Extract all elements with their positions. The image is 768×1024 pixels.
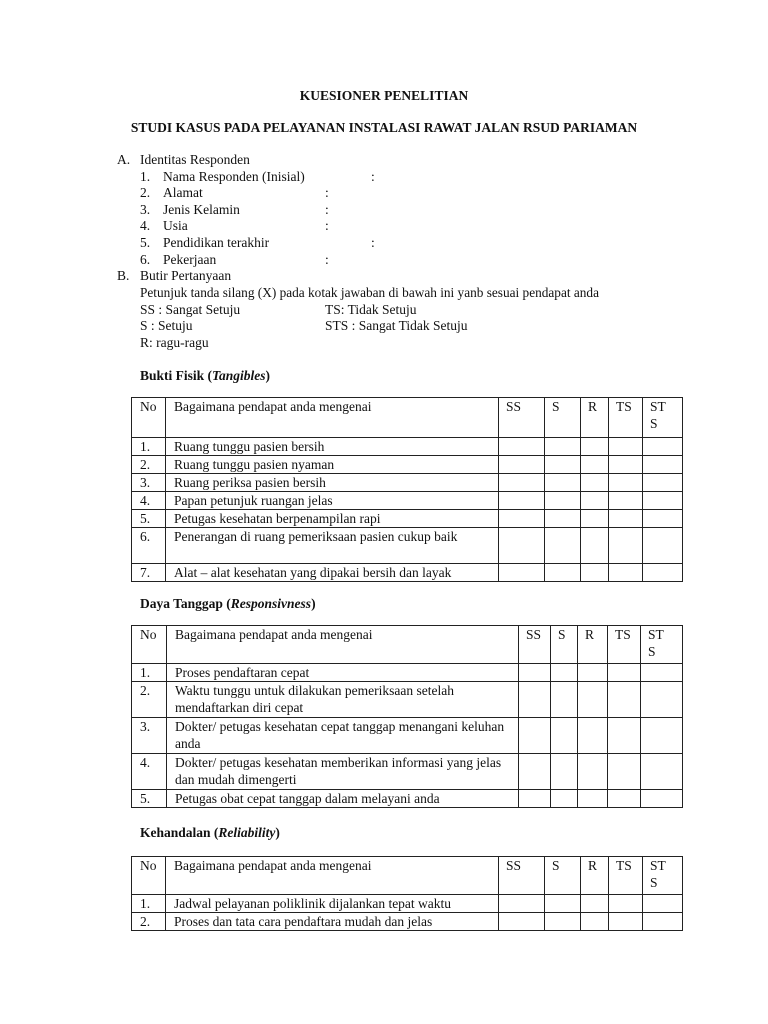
header-question: Bagaimana pendapat anda mengenai — [166, 857, 499, 895]
identity-item-number: 6. — [140, 252, 151, 267]
row-number: 1. — [132, 664, 167, 682]
answer-s-cell[interactable] — [551, 790, 578, 808]
answer-sts-cell[interactable] — [641, 682, 683, 718]
section-title-close: ) — [265, 368, 271, 383]
section-b-marker: B. — [117, 268, 130, 283]
section-title — [140, 825, 280, 842]
identity-item-colon: : — [325, 185, 329, 200]
answer-ss-cell[interactable] — [519, 754, 551, 790]
answer-ss-cell[interactable] — [499, 510, 545, 528]
table-row — [132, 528, 683, 564]
answer-sts-cell[interactable] — [643, 510, 683, 528]
answer-s-cell[interactable] — [545, 456, 581, 474]
row-number: 3. — [132, 718, 167, 754]
row-question: Waktu tunggu untuk dilakukan pemeriksaan setelah mendaftarkan diri cepat — [167, 682, 519, 718]
row-number: 6. — [132, 528, 166, 564]
section-title — [140, 596, 316, 613]
section-title-close: ) — [311, 596, 316, 611]
answer-ts-cell[interactable] — [609, 438, 643, 456]
answer-ts-cell[interactable] — [609, 895, 643, 913]
identity-item-colon: : — [371, 235, 375, 250]
header-s: S — [551, 626, 578, 664]
questionnaire-table — [131, 856, 683, 931]
row-number: 5. — [132, 790, 167, 808]
answer-r-cell[interactable] — [581, 492, 609, 510]
answer-sts-cell[interactable] — [643, 913, 683, 931]
header-sts-line1: ST — [648, 627, 664, 642]
header-question: Bagaimana pendapat anda mengenai — [166, 398, 499, 438]
answer-sts-cell[interactable] — [643, 474, 683, 492]
header-sts-line2: S — [650, 416, 658, 431]
header-r: R — [581, 857, 609, 895]
answer-ts-cell[interactable] — [609, 564, 643, 582]
row-number: 2. — [132, 913, 166, 931]
table-row — [132, 474, 683, 492]
answer-r-cell[interactable] — [581, 913, 609, 931]
table-row — [132, 895, 683, 913]
answer-sts-cell[interactable] — [643, 456, 683, 474]
answer-r-cell[interactable] — [581, 510, 609, 528]
header-r: R — [581, 398, 609, 438]
table-row — [132, 682, 683, 718]
answer-ts-cell[interactable] — [609, 492, 643, 510]
table-header-row — [132, 398, 683, 438]
answer-ss-cell[interactable] — [499, 913, 545, 931]
header-s: S — [545, 398, 581, 438]
identity-item-colon: : — [325, 218, 329, 233]
identity-item-label: Jenis Kelamin — [163, 202, 240, 217]
row-question: Jadwal pelayanan poliklinik dijalankan tepat waktu — [166, 895, 499, 913]
answer-s-cell[interactable] — [545, 528, 581, 564]
answer-ss-cell[interactable] — [519, 682, 551, 718]
answer-ts-cell[interactable] — [609, 528, 643, 564]
questionnaire-table — [131, 625, 683, 808]
answer-sts-cell[interactable] — [643, 564, 683, 582]
identity-item-number: 2. — [140, 185, 151, 200]
row-question: Alat – alat kesehatan yang dipakai bersih dan layak — [166, 564, 499, 582]
answer-ts-cell[interactable] — [608, 790, 641, 808]
table-row — [132, 664, 683, 682]
answer-sts-cell[interactable] — [643, 528, 683, 564]
identity-item-number: 5. — [140, 235, 151, 250]
section-title-text: Daya Tanggap ( — [140, 596, 231, 611]
answer-r-cell[interactable] — [581, 528, 609, 564]
row-question: Papan petunjuk ruangan jelas — [166, 492, 499, 510]
header-ss: SS — [499, 857, 545, 895]
row-question: Petugas obat cepat tanggap dalam melayani anda — [167, 790, 519, 808]
identity-item-label: Usia — [163, 218, 188, 233]
answer-r-cell[interactable] — [578, 682, 608, 718]
section-title-text: Bukti Fisik ( — [140, 368, 213, 383]
table-row — [132, 913, 683, 931]
table-header-row — [132, 626, 683, 664]
answer-s-cell[interactable] — [545, 438, 581, 456]
answer-r-cell[interactable] — [581, 474, 609, 492]
answer-s-cell[interactable] — [545, 895, 581, 913]
header-question: Bagaimana pendapat anda mengenai — [167, 626, 519, 664]
section-title-italic: Tangibles — [212, 368, 266, 383]
answer-s-cell[interactable] — [545, 913, 581, 931]
header-sts-line2: S — [650, 875, 658, 890]
answer-r-cell[interactable] — [581, 438, 609, 456]
row-question: Ruang periksa pasien bersih — [166, 474, 499, 492]
identity-item-colon: : — [325, 202, 329, 217]
answer-r-cell[interactable] — [578, 718, 608, 754]
answer-s-cell[interactable] — [545, 492, 581, 510]
answer-sts-cell[interactable] — [641, 718, 683, 754]
answer-s-cell[interactable] — [551, 682, 578, 718]
identity-item-number: 4. — [140, 218, 151, 233]
page-title: KUESIONER PENELITIAN — [299, 88, 469, 103]
section-b-heading: Butir Pertanyaan — [140, 268, 232, 283]
row-question: Penerangan di ruang pemeriksaan pasien cukup baik — [166, 528, 499, 564]
row-question: Dokter/ petugas kesehatan memberikan informasi yang jelas dan mudah dimengerti — [167, 754, 519, 790]
section-title — [140, 368, 270, 385]
answer-sts-cell[interactable] — [643, 438, 683, 456]
legend-r: R: ragu-ragu — [140, 335, 209, 350]
answer-ss-cell[interactable] — [499, 492, 545, 510]
header-sts — [643, 857, 683, 895]
header-ts: TS — [608, 626, 641, 664]
answer-ts-cell[interactable] — [608, 754, 641, 790]
section-title-italic: Reliability — [218, 825, 276, 840]
answer-ts-cell[interactable] — [609, 456, 643, 474]
table-header-row — [132, 857, 683, 895]
answer-r-cell[interactable] — [581, 564, 609, 582]
row-number: 1. — [132, 438, 166, 456]
row-question: Proses pendaftaran cepat — [167, 664, 519, 682]
section-title-italic: Responsivness — [230, 596, 312, 611]
row-question: Dokter/ petugas kesehatan cepat tanggap menangani keluhan anda — [167, 718, 519, 754]
row-number: 3. — [132, 474, 166, 492]
legend-s: S : Setuju — [140, 318, 193, 333]
answer-ts-cell[interactable] — [609, 510, 643, 528]
table-row — [132, 754, 683, 790]
row-question: Petugas kesehatan berpenampilan rapi — [166, 510, 499, 528]
row-question: Proses dan tata cara pendaftara mudah dan jelas — [166, 913, 499, 931]
answer-sts-cell[interactable] — [641, 664, 683, 682]
identity-item-colon: : — [325, 252, 329, 267]
answer-s-cell[interactable] — [551, 754, 578, 790]
identity-item-number: 3. — [140, 202, 151, 217]
answer-ss-cell[interactable] — [499, 474, 545, 492]
row-question: Ruang tunggu pasien nyaman — [166, 456, 499, 474]
answer-ts-cell[interactable] — [608, 718, 641, 754]
questionnaire-table — [131, 397, 683, 582]
section-a-marker: A. — [117, 152, 131, 167]
answer-s-cell[interactable] — [545, 564, 581, 582]
header-no: No — [132, 398, 166, 438]
table-row — [132, 438, 683, 456]
legend-sts: STS : Sangat Tidak Setuju — [325, 318, 468, 333]
answer-ts-cell[interactable] — [608, 682, 641, 718]
row-number: 5. — [132, 510, 166, 528]
header-ss: SS — [499, 398, 545, 438]
instruction-text: Petunjuk tanda silang (X) pada kotak jawaban di bawah ini yanb sesuai pendapat anda — [140, 285, 599, 300]
answer-ss-cell[interactable] — [499, 528, 545, 564]
answer-ts-cell[interactable] — [609, 474, 643, 492]
table-row — [132, 790, 683, 808]
answer-r-cell[interactable] — [578, 664, 608, 682]
answer-r-cell[interactable] — [578, 754, 608, 790]
header-s: S — [545, 857, 581, 895]
identity-item-colon: : — [371, 169, 375, 184]
answer-ss-cell[interactable] — [499, 564, 545, 582]
row-number: 2. — [132, 682, 167, 718]
row-number: 1. — [132, 895, 166, 913]
header-sts — [641, 626, 683, 664]
answer-s-cell[interactable] — [545, 474, 581, 492]
answer-sts-cell[interactable] — [643, 492, 683, 510]
row-number: 4. — [132, 754, 167, 790]
section-title-close: ) — [275, 825, 280, 840]
answer-sts-cell[interactable] — [641, 790, 683, 808]
row-number: 7. — [132, 564, 166, 582]
answer-s-cell[interactable] — [545, 510, 581, 528]
row-number: 4. — [132, 492, 166, 510]
identity-item-label: Pekerjaan — [163, 252, 217, 267]
page-subtitle: STUDI KASUS PADA PELAYANAN INSTALASI RAWAT JALAN RSUD PARIAMAN — [130, 120, 638, 135]
identity-item-label: Pendidikan terakhir — [163, 235, 270, 250]
answer-s-cell[interactable] — [551, 718, 578, 754]
header-ts: TS — [609, 398, 643, 438]
answer-sts-cell[interactable] — [641, 754, 683, 790]
answer-s-cell[interactable] — [551, 664, 578, 682]
header-ss: SS — [519, 626, 551, 664]
answer-ss-cell[interactable] — [499, 456, 545, 474]
answer-r-cell[interactable] — [578, 790, 608, 808]
header-no: No — [132, 857, 166, 895]
identity-item-number: 1. — [140, 169, 151, 184]
table-row — [132, 718, 683, 754]
answer-ts-cell[interactable] — [609, 913, 643, 931]
answer-r-cell[interactable] — [581, 456, 609, 474]
header-sts-line2: S — [648, 644, 656, 659]
table-row — [132, 456, 683, 474]
legend-ts: TS: Tidak Setuju — [325, 302, 417, 317]
header-ts: TS — [609, 857, 643, 895]
answer-sts-cell[interactable] — [643, 895, 683, 913]
header-sts — [643, 398, 683, 438]
table-row — [132, 492, 683, 510]
identity-item-label: Alamat — [163, 185, 203, 200]
answer-ss-cell[interactable] — [519, 664, 551, 682]
row-number: 2. — [132, 456, 166, 474]
section-title-text: Kehandalan ( — [140, 825, 219, 840]
header-sts-line1: ST — [650, 858, 666, 873]
header-no: No — [132, 626, 167, 664]
row-question: Ruang tunggu pasien bersih — [166, 438, 499, 456]
legend-ss: SS : Sangat Setuju — [140, 302, 241, 317]
header-r: R — [578, 626, 608, 664]
answer-ts-cell[interactable] — [608, 664, 641, 682]
answer-ss-cell[interactable] — [519, 718, 551, 754]
section-a-heading: Identitas Responden — [140, 152, 250, 167]
table-row — [132, 510, 683, 528]
table-row — [132, 564, 683, 582]
answer-r-cell[interactable] — [581, 895, 609, 913]
answer-ss-cell[interactable] — [499, 895, 545, 913]
header-sts-line1: ST — [650, 399, 666, 414]
identity-item-label: Nama Responden (Inisial) — [163, 169, 305, 184]
answer-ss-cell[interactable] — [519, 790, 551, 808]
answer-ss-cell[interactable] — [499, 438, 545, 456]
